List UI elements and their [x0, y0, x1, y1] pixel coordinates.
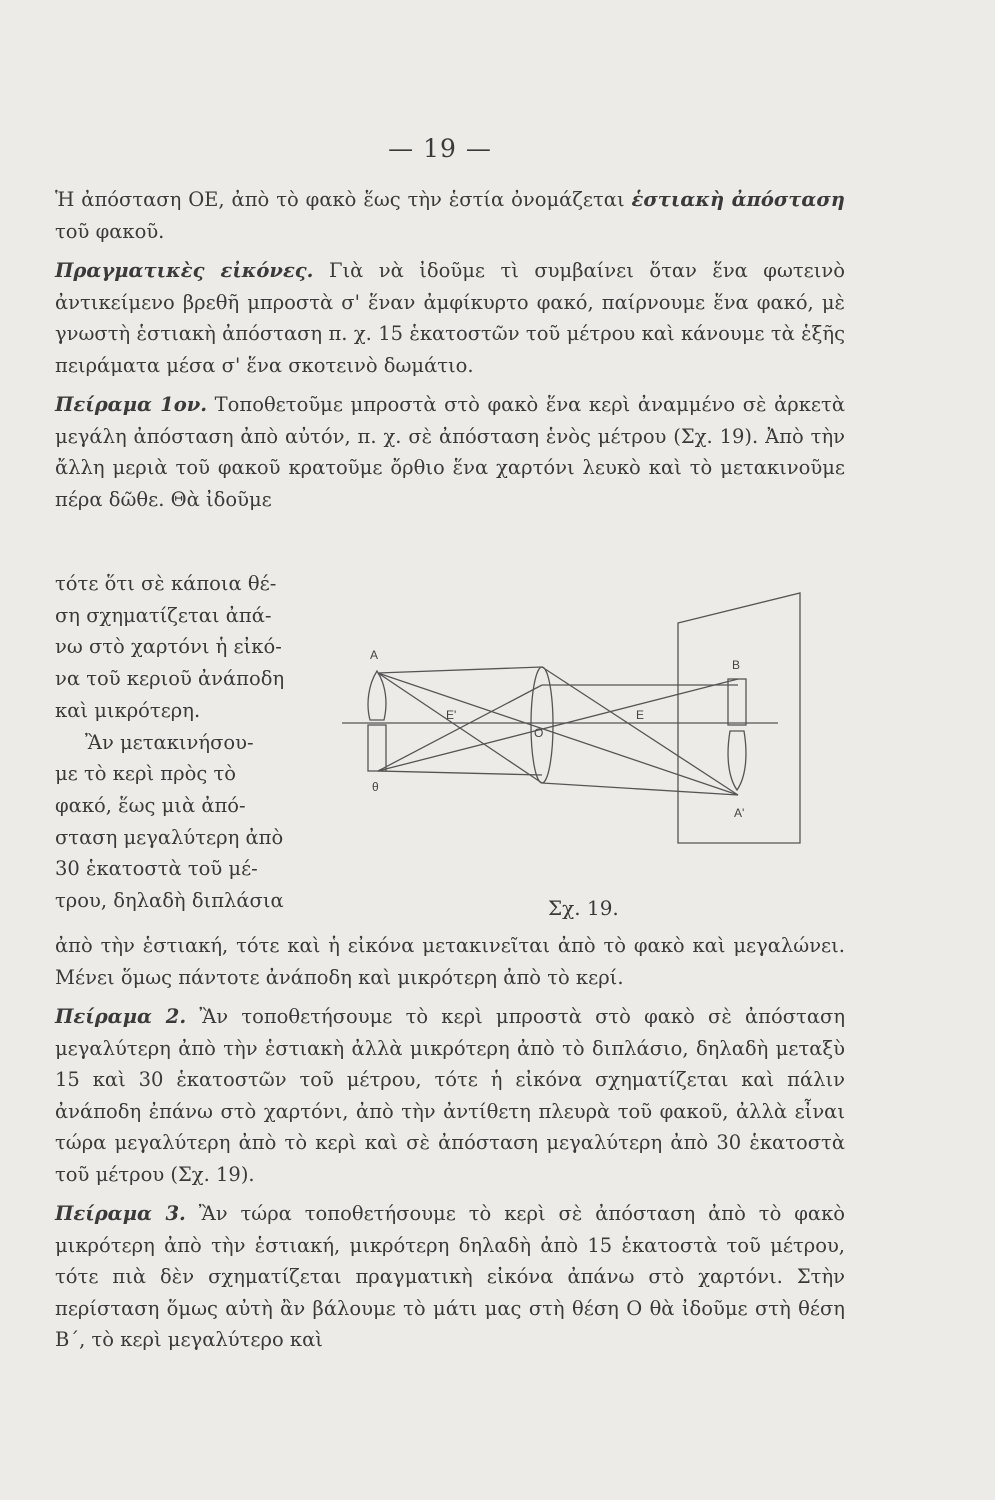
top-text-block	[55, 184, 845, 515]
wrap-line: σταση μεγαλύτερη ἀπὸ	[55, 825, 284, 849]
paragraph-experiment-2	[55, 1001, 845, 1190]
lens-diagram-svg	[338, 585, 818, 885]
label-e: E	[636, 708, 645, 722]
ray	[378, 673, 738, 795]
ray	[378, 771, 542, 775]
ray	[378, 667, 542, 673]
p1-tail: τοῦ φακοῦ.	[55, 219, 165, 243]
wrap-line: τότε ὅτι σὲ κάποια θέ-	[55, 572, 277, 595]
wrap-line: 30 ἑκατοστὰ τοῦ μέ-	[55, 857, 258, 881]
label-a: A	[370, 648, 379, 662]
p5-lead: Πείραμα 2.	[55, 1005, 187, 1028]
paragraph-experiment-1	[55, 389, 845, 515]
page-number: — 19 —	[388, 134, 492, 163]
candle-flame	[368, 671, 386, 720]
p2-text: Γιὰ νὰ ἰδοῦμε τὶ συμβαίνει ὅταν ἕνα φωτεινὸ ἀντικείμενο βρεθῆ μπροστὰ σ' ἕναν ἀμφίκυρτο φακό, παίρνουμε ἕνα φακό, μὲ γνωστὴ ἑστιακὴ ἀπόσταση π. χ. 15 ἑκατοστῶν τοῦ μέτρου καὶ κάνουμε τὰ ἑξῆς πειράματα μέσα σ' ἕνα σκοτεινὸ δωμάτιο.	[55, 259, 845, 377]
label-b: B	[732, 658, 741, 672]
wrap-line: καὶ μικρότερη.	[55, 698, 201, 722]
wrap-line: με τὸ κερὶ πρὸς τὸ	[55, 762, 236, 786]
label-a-prime: A'	[734, 806, 745, 820]
paragraph-experiment-3	[55, 1198, 845, 1356]
ray	[378, 685, 542, 771]
wrap-line: τρου, δηλαδὴ διπλάσια	[55, 889, 284, 913]
image-candle-body	[728, 679, 746, 725]
p3-lead: Πείραμα 1ον.	[55, 393, 208, 416]
p2-lead: Πραγματικὲς εἰκόνες.	[55, 259, 314, 282]
wrap-line: Ἂν μετακινήσου-	[85, 730, 254, 754]
figure-caption: Σχ. 19.	[548, 896, 619, 920]
p5-text: Ἂν τοποθετήσουμε τὸ κερὶ μπροστὰ στὸ φακὸ σὲ ἀπόσταση μεγαλύτερη ἀπὸ τὴν ἑστιακὴ ἀλλὰ μικρότερη ἀπὸ τὸ διπλάσιο, δηλαδὴ μεταξὺ 15 καὶ 30 ἑκατοστῶν τοῦ μέτρου, τότε ἡ εἰκόνα σχηματίζεται καὶ πάλιν ἀνάποδη ἐπάνω στὸ χαρτόνι, ἀπὸ τὴν ἀντίθετη πλευρὰ τοῦ φακοῦ, ἀλλὰ εἶναι τώρα μεγαλύτερη ἀπὸ τὸ κερὶ καὶ σὲ ἀπόσταση μεγαλύτερη ἀπὸ 30 ἑκατοστὰ τοῦ μέτρου (Σχ. 19).	[55, 1005, 845, 1186]
wrap-line: ση σχηματίζεται ἀπά-	[55, 603, 272, 627]
p3-text: Τοποθετοῦμε μπροστὰ στὸ φακὸ ἕνα κερὶ ἀναμμένο σὲ ἀρκετὰ μεγάλη ἀπόσταση ἀπὸ αὐτόν, π. χ. σὲ ἀπόσταση ἑνὸς μέτρου (Σχ. 19). Ἀπὸ τὴν ἄλλη μεριὰ τοῦ φακοῦ κρατοῦμε ὄρθιο ἕνα χαρτόνι λευκὸ καὶ τὸ μετακινοῦμε πέρα δῶθε. Θὰ ἰδοῦμε	[55, 393, 845, 511]
label-o: O	[534, 726, 544, 740]
ray	[378, 679, 738, 771]
paragraph-real-images	[55, 255, 845, 381]
p6-text: Ἂν τώρα τοποθετήσουμε τὸ κερὶ σὲ ἀπόσταση ἀπὸ τὸ φακὸ μικρότερη ἀπὸ τὴν ἑστιακή, μικρότερη δηλαδὴ ἀπὸ 15 ἑκατοστὰ τοῦ μέτρου, τότε πιὰ δὲν σχηματίζεται πραγματικὴ εἰκόνα ἀπάνω στὸ χαρτόνι. Στὴν περίσταση ὅμως αὐτὴ ἂν βάλουμε τὸ μάτι μας στὴ θέση Ο θὰ ἰδοῦμε στὴ θέση Β΄, τὸ κερὶ μεγαλύτερο καὶ	[55, 1202, 845, 1351]
paragraph-focal-distance	[55, 184, 845, 247]
paragraph-continued: ἀπὸ τὴν ἑστιακή, τότε καὶ ἡ εἰκόνα μετακινεῖται ἀπὸ τὸ φακὸ καὶ μεγαλώνει. Μένει ὅμως πάντοτε ἀνάποδη καὶ μικρότερη ἀπὸ τὸ κερί.	[55, 934, 845, 989]
wrap-line: νω στὸ χαρτόνι ἡ εἰκό-	[55, 635, 282, 659]
image-flame	[728, 731, 746, 790]
p6-lead: Πείραμα 3.	[55, 1202, 186, 1225]
wrapped-text-column	[55, 568, 335, 917]
label-e-prime: E'	[446, 708, 457, 722]
bottom-text-block	[55, 930, 845, 1356]
wrap-line: φακό, ἕως μιὰ ἀπό-	[55, 793, 246, 817]
label-theta: θ	[372, 780, 379, 794]
wrap-line: να τοῦ κεριοῦ ἀνάποδη	[55, 667, 285, 691]
p1-term: ἑστιακὴ ἀπόσταση	[631, 188, 845, 211]
candle-body	[368, 725, 386, 771]
figure-lens-diagram	[338, 585, 818, 885]
p1-text: Ἡ ἀπόσταση ΟΕ, ἀπὸ τὸ φακὸ ἕως τὴν ἑστία ὀνομάζεται	[55, 188, 625, 211]
